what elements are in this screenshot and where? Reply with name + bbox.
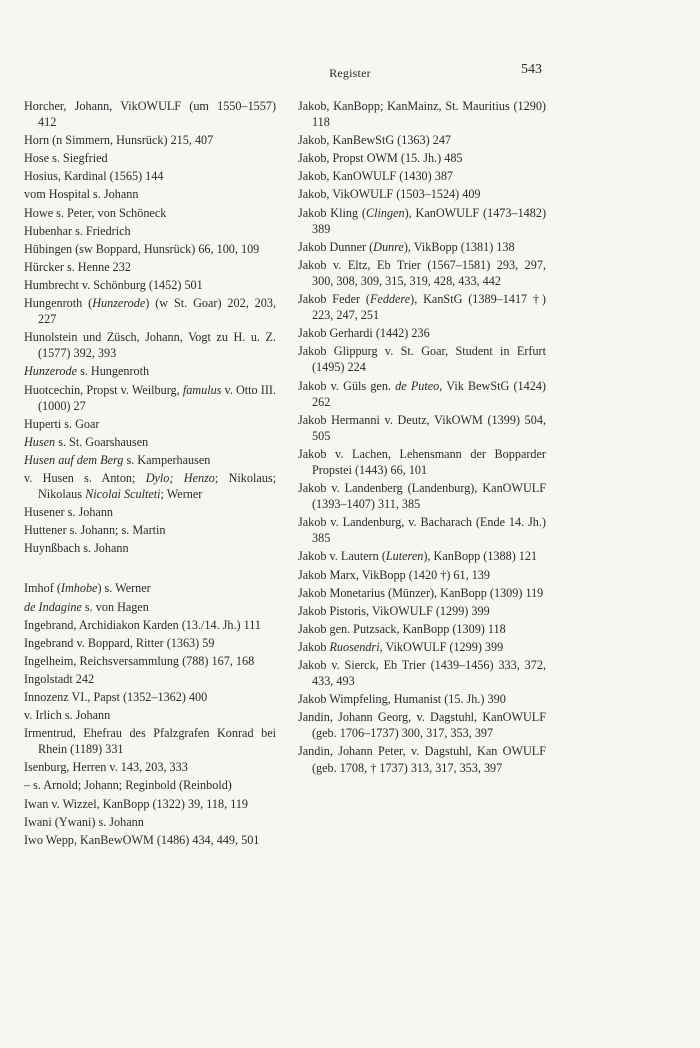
index-entry: v. Husen s. Anton; Dylo; Henzo; Nikolaus; Nikolaus Nicolai Sculteti; Werner xyxy=(24,470,276,502)
index-entry: Huotcechin, Propst v. Weilburg, famulus v. Otto III. (1000) 27 xyxy=(24,382,276,413)
index-entry: Jandin, Johann Peter, v. Dagstuhl, Kan OWULF (geb. 1708, † 1737) 313, 317, 353, 397 xyxy=(298,744,546,775)
index-entry: Ingebrand, Archidiakon Karden (13./14. Jh.) 111 xyxy=(24,617,262,632)
index-entry: Jakob Ruosendri, VikOWULF (1299) 399 xyxy=(298,639,504,654)
index-entry: Huperti s. Goar xyxy=(24,416,100,431)
index-entry: Huynßbach s. Johann xyxy=(24,541,129,556)
index-entry: Jakob v. Eltz, Eb Trier (1567–1581) 293, 297, 300, 308, 309, 315, 319, 428, 433, 442 xyxy=(298,257,546,288)
index-entry: Jakob Glippurg v. St. Goar, Student in Erfurt (1495) 224 xyxy=(298,344,546,375)
index-entry: Jakob v. Landenburg, v. Bacharach (Ende 14. Jh.) 385 xyxy=(298,515,546,546)
index-entry: – s. Arnold; Johann; Reginbold (Reinbold) xyxy=(24,778,232,793)
page-number: 543 xyxy=(521,62,542,77)
index-entry: Ingebrand v. Boppard, Ritter (1363) 59 xyxy=(24,635,215,650)
index-entry: Huttener s. Johann; s. Martin xyxy=(24,523,166,538)
index-entry: Jakob, KanBewStG (1363) 247 xyxy=(298,133,452,148)
index-entry: Jakob, KanOWULF (1430) 387 xyxy=(298,169,454,184)
index-entry: Husen auf dem Berg s. Kamperhausen xyxy=(24,452,211,467)
index-entry: Jakob gen. Putzsack, KanBopp (1309) 118 xyxy=(298,621,506,636)
index-entry: Horn (n Simmern, Hunsrück) 215, 407 xyxy=(24,133,214,148)
index-entry: Hürcker s. Henne 232 xyxy=(24,259,131,274)
index-entry: Horcher, Johann, VikOWULF (um 1550–1557) 412 xyxy=(24,99,276,130)
index-entry: Hosius, Kardinal (1565) 144 xyxy=(24,169,164,184)
index-entry: Irmentrud, Ehefrau des Pfalzgrafen Konrad bei Rhein (1189) 331 xyxy=(24,726,276,757)
index-entry: Jakob v. Lautern (Luteren), KanBopp (1388) 121 xyxy=(298,549,538,564)
index-entry: vom Hospital s. Johann xyxy=(24,187,139,202)
index-entry: Jakob v. Sierck, Eb Trier (1439–1456) 333, 372, 433, 493 xyxy=(298,658,546,689)
index-entry: Jakob Dunner (Dunre), VikBopp (1381) 138 xyxy=(298,239,515,254)
index-entry: Innozenz VI., Papst (1352–1362) 400 xyxy=(24,690,208,704)
index-entry: Jakob v. Landenberg (Landenburg), KanOWULF (1393–1407) 311, 385 xyxy=(298,481,546,512)
index-entry: Jakob Feder (Feddere), KanStG (1389–1417 †) 223, 247, 251 xyxy=(298,292,546,323)
index-entry: Humbrecht v. Schönburg (1452) 501 xyxy=(24,277,203,292)
index-entry: Jakob Hermanni v. Deutz, VikOWM (1399) 504, 505 xyxy=(298,412,546,443)
index-entry: Ingelheim, Reichsversammlung (788) 167, 168 xyxy=(24,653,255,668)
index-entry: v. Irlich s. Johann xyxy=(24,708,111,723)
index-entry: Iwan v. Wizzel, KanBopp (1322) 39, 118, 119 xyxy=(24,796,249,811)
index-entry: Iwani (Ywani) s. Johann xyxy=(24,814,144,829)
index-entry: Imhof (Imhobe) s. Werner xyxy=(24,581,151,596)
index-entry: Jandin, Johann Georg, v. Dagstuhl, KanOWULF (geb. 1706–1737) 300, 317, 353, 397 xyxy=(298,710,546,741)
index-entry: Ingolstadt 242 xyxy=(24,671,95,686)
index-entry: Husen s. St. Goarshausen xyxy=(24,434,149,449)
index-entry: Howe s. Peter, von Schöneck xyxy=(24,205,167,220)
index-entry: Jakob Gerhardi (1442) 236 xyxy=(298,326,430,341)
index-entry: Hunolstein und Züsch, Johann, Vogt zu H. u. Z. (1577) 392, 393 xyxy=(24,330,276,361)
index-column-right xyxy=(298,98,546,778)
running-head: Register xyxy=(329,66,371,80)
index-entry: Isenburg, Herren v. 143, 203, 333 xyxy=(24,760,188,775)
index-entry: Jakob v. Güls gen. de Puteo, Vik BewStG (1424) 262 xyxy=(298,378,546,409)
index-entry: Jakob, VikOWULF (1503–1524) 409 xyxy=(298,187,481,202)
index-entry: Hose s. Siegfried xyxy=(24,151,108,166)
index-entry: Husener s. Johann xyxy=(24,505,114,520)
index-entry: Jakob Monetarius (Münzer), KanBopp (1309) 119 xyxy=(298,585,544,600)
index-entry: Hungenroth (Hunzerode) (w St. Goar) 202, 203, 227 xyxy=(24,296,276,327)
index-entry: Jakob Pistoris, VikOWULF (1299) 399 xyxy=(298,603,490,618)
index-entry: Hubenhar s. Friedrich xyxy=(24,223,131,238)
index-entry: Jakob, KanBopp; KanMainz, St. Mauritius (1290) 118 xyxy=(298,99,546,130)
index-entry: de Indagine s. von Hagen xyxy=(24,599,149,614)
index-column-left xyxy=(24,98,276,850)
index-entry: Jakob Kling (Clingen), KanOWULF (1473–1482) 389 xyxy=(298,205,546,236)
section-gap xyxy=(24,558,276,580)
index-entry: Jakob Wimpfeling, Humanist (15. Jh.) 390 xyxy=(298,692,506,707)
index-entry: Hübingen (sw Boppard, Hunsrück) 66, 100, 109 xyxy=(24,241,260,256)
index-entry: Hunzerode s. Hungenroth xyxy=(24,364,150,379)
index-entry: Jakob v. Lachen, Lehensmann der Bopparder Propstei (1443) 66, 101 xyxy=(298,446,546,477)
index-entry: Iwo Wepp, KanBewOWM (1486) 434, 449, 501 xyxy=(24,832,260,847)
index-entry: Jakob, Propst OWM (15. Jh.) 485 xyxy=(298,151,463,166)
index-entry: Jakob Marx, VikBopp (1420 †) 61, 139 xyxy=(298,567,490,582)
